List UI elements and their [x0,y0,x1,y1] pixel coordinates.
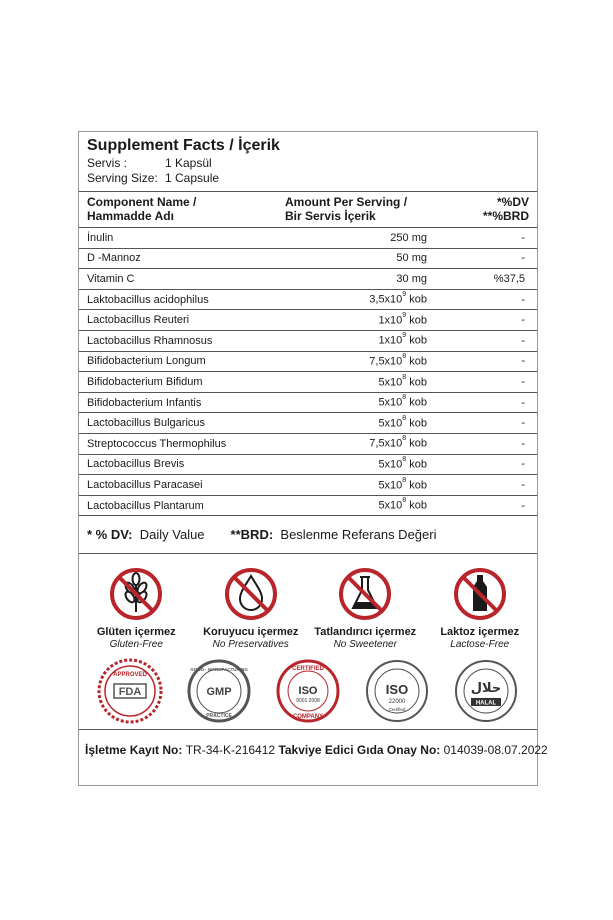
ingredient-name: Lactobacillus Paracasei [87,478,203,491]
serving-value: 1 Capsule [165,171,220,185]
amount-exponent: 8 [402,456,407,463]
amount-value: 5x10 [378,417,403,430]
column-header-amount [285,195,465,227]
ingredient-amount [309,273,427,285]
serving-size-row [87,171,529,186]
ingredient-name: Lactobacillus Bulgaricus [87,417,206,430]
table-row [79,413,537,434]
no-sweetener-en: No Sweetener [333,639,397,651]
table-row [79,290,537,311]
amount-value: 50 mg [396,252,427,265]
ingredient-dv: - [521,293,525,306]
amount-value: 5x10 [378,376,403,389]
legend-dv-value: Daily Value [139,527,205,543]
ingredient-dv: - [521,231,525,244]
ingredient-name: Vitamin C [87,272,135,285]
legend-brd-value: Beslenme Referans Değeri [280,527,437,543]
amount-exponent: 8 [402,353,407,361]
ingredient-dv: %37,5 [493,272,525,285]
table-row [79,496,537,517]
no-sweetener-label: Tatlandırıcı içermez [314,626,417,639]
supplement-facts-panel [78,131,548,786]
iso-9001-badge-number: 9001:2008 [296,697,320,704]
amount-unit: kob [406,499,427,512]
table-row [79,269,537,290]
servis-label: Servis : [87,156,128,170]
column-header-name [79,195,285,227]
ingredient-name: İnulin [87,231,114,244]
iso-9001-badge-mid-text: ISO [298,684,318,697]
amount-value: 5x10 [378,499,403,512]
fda-badge-top-text: APPROVED [112,671,147,678]
amount-exponent: 8 [402,414,407,422]
table-row [79,352,537,373]
column-header-name-line2: Hammadde Adı [87,209,174,223]
amount-value: 1x10 [378,335,403,348]
ingredient-amount [309,232,427,244]
gmp-badge-top-text: GOOD · MANUFACTURING [190,666,248,672]
amount-value: 250 mg [390,231,427,244]
legend [79,516,537,554]
legend-brd [231,527,437,542]
no-preservatives-label: Koruyucu içermez [203,626,299,639]
ingredient-name: Bifidobacterium Infantis [87,396,202,409]
amount-unit: kob [406,376,427,389]
column-header-dv-line1: *%DV [496,195,529,209]
ingredient-dv: - [521,252,525,265]
free-from-icons [79,554,537,652]
halal-badge-text: HALAL [476,700,497,707]
gmp-badge-mid-text: GMP [206,685,232,698]
table-row [79,331,537,352]
gluten-free-item [82,566,190,652]
ingredient-dv: - [521,396,525,409]
column-header-name-line1: Component Name / [87,195,197,209]
table-column-headers [79,192,537,228]
iso-9001-badge-bottom-text: COMPANY [292,713,324,720]
registration-footer [79,730,548,770]
amount-value: 7,5x10 [369,438,403,451]
halal-badge-icon [453,658,519,724]
amount-unit: kob [406,438,427,451]
amount-unit: kob [406,314,427,327]
column-header-amount-line1: Amount Per Serving / [285,195,408,209]
ingredient-dv: - [521,417,525,430]
table-row [79,228,537,249]
iso-22000-badge-bottom-text: Certified [388,706,406,712]
column-header-dv-line2: **%BRD [482,209,529,223]
amount-exponent: 9 [402,332,407,340]
gluten-free-label: Glüten içermez [96,626,176,639]
ingredient-amount [309,499,427,512]
fda-approved-badge-icon [97,658,163,724]
table-row [79,475,537,496]
ingredient-name: Lactobacillus Plantarum [87,499,204,512]
ingredient-name: Bifidobacterium Longum [87,355,206,368]
amount-unit: kob [406,355,427,368]
legend-dv-key: * % DV: [87,527,133,543]
table-row [79,434,537,455]
serving-label: Serving Size: [87,171,158,185]
amount-value: 5x10 [378,479,403,492]
lactose-free-label: Laktoz içermez [440,626,520,639]
table-row [79,249,537,270]
no-preservatives-item [197,566,305,652]
ingredient-name: Lactobacillus Reuteri [87,314,190,327]
amount-exponent: 8 [402,435,407,443]
no-sweetener-item [311,566,419,652]
bottle-icon [452,566,508,622]
flask-icon [337,566,393,622]
amount-unit: kob [406,458,427,471]
ingredient-name: Bifidobacterium Bifidum [87,375,203,388]
legend-dv [87,527,205,542]
amount-exponent: 8 [402,497,407,505]
servis-value: 1 Kapsül [165,156,212,170]
table-row [79,310,537,331]
ingredient-amount [309,414,427,430]
amount-value: 5x10 [378,458,403,471]
footer-label-1: İşletme Kayıt No: [85,743,183,758]
certification-badges [79,652,537,730]
table-row [79,372,537,393]
iso-22000-badge-mid-text: ISO [385,681,409,697]
gmp-badge-icon [186,658,252,724]
iso-22000-badge-icon [364,658,430,724]
amount-value: 1x10 [378,314,403,327]
ingredient-name: D -Mannoz [87,252,141,265]
ingredient-dv: - [521,334,525,347]
lactose-free-item [426,566,534,652]
ingredient-dv: - [521,478,525,491]
amount-unit: kob [406,396,427,409]
amount-value: 30 mg [396,272,427,285]
no-preservatives-en: No Preservatives [212,639,289,651]
halal-badge-arabic-text: حلال [471,680,502,696]
ingredient-amount [309,311,427,327]
ingredient-dv: - [521,458,525,471]
ingredient-dv: - [521,375,525,388]
column-header-dv [465,195,537,227]
ingredient-name: Lactobacillus Brevis [87,458,185,471]
ingredient-amount [309,252,427,264]
iso-9001-badge-top-text: CERTIFIED [292,665,324,672]
ingredient-amount [309,476,427,492]
gluten-free-en: Gluten-Free [109,639,163,651]
footer-value-1: TR-34-K-216412 [185,743,276,758]
ingredient-amount [309,373,427,389]
table-row [79,455,537,476]
amount-exponent: 8 [402,373,407,381]
ingredient-amount [309,293,427,306]
amount-exponent: 8 [402,476,407,484]
page-title: Supplement Facts / İçerik [87,137,280,154]
ingredient-amount [309,396,427,409]
ingredient-name: Laktobacillus acidophilus [87,293,209,306]
amount-value: 7,5x10 [369,355,403,368]
ingredient-name: Lactobacillus Rhamnosus [87,334,213,347]
amount-exponent: 8 [402,394,407,402]
facts-header [79,132,537,192]
wheat-icon [108,566,164,622]
column-header-amount-line2: Bir Servis İçerik [285,209,376,223]
fda-badge-mid-text: FDA [118,685,141,698]
ingredient-name: Streptococcus Thermophilus [87,437,227,450]
ingredient-dv: - [521,314,525,327]
iso-9001-badge-icon [275,658,341,724]
drop-icon [223,566,279,622]
amount-unit: kob [406,417,427,430]
ingredient-amount [309,458,427,471]
lactose-free-en: Lactose-Free [450,639,510,651]
footer-label-2: Takviye Edici Gıda Onay No: [278,743,441,758]
table-row [79,393,537,414]
ingredient-table [79,228,537,516]
ingredient-amount [309,437,427,450]
amount-exponent: 9 [402,311,407,319]
ingredient-amount [309,334,427,347]
amount-value: 5x10 [378,396,403,409]
amount-unit: kob [406,293,427,306]
ingredient-dv: - [521,499,525,512]
iso-22000-badge-number: 22000 [388,698,406,705]
gmp-badge-bottom-text: PRACTICE [206,712,232,719]
ingredient-amount [309,355,427,368]
amount-unit: kob [406,479,427,492]
amount-unit: kob [406,335,427,348]
footer-value-2: 014039-08.07.2022 [443,743,548,758]
amount-value: 3,5x10 [369,293,403,306]
servis-row [87,156,529,171]
amount-exponent: 9 [402,291,407,299]
legend-brd-key: **BRD: [230,527,274,543]
ingredient-dv: - [521,355,525,368]
ingredient-dv: - [521,437,525,450]
